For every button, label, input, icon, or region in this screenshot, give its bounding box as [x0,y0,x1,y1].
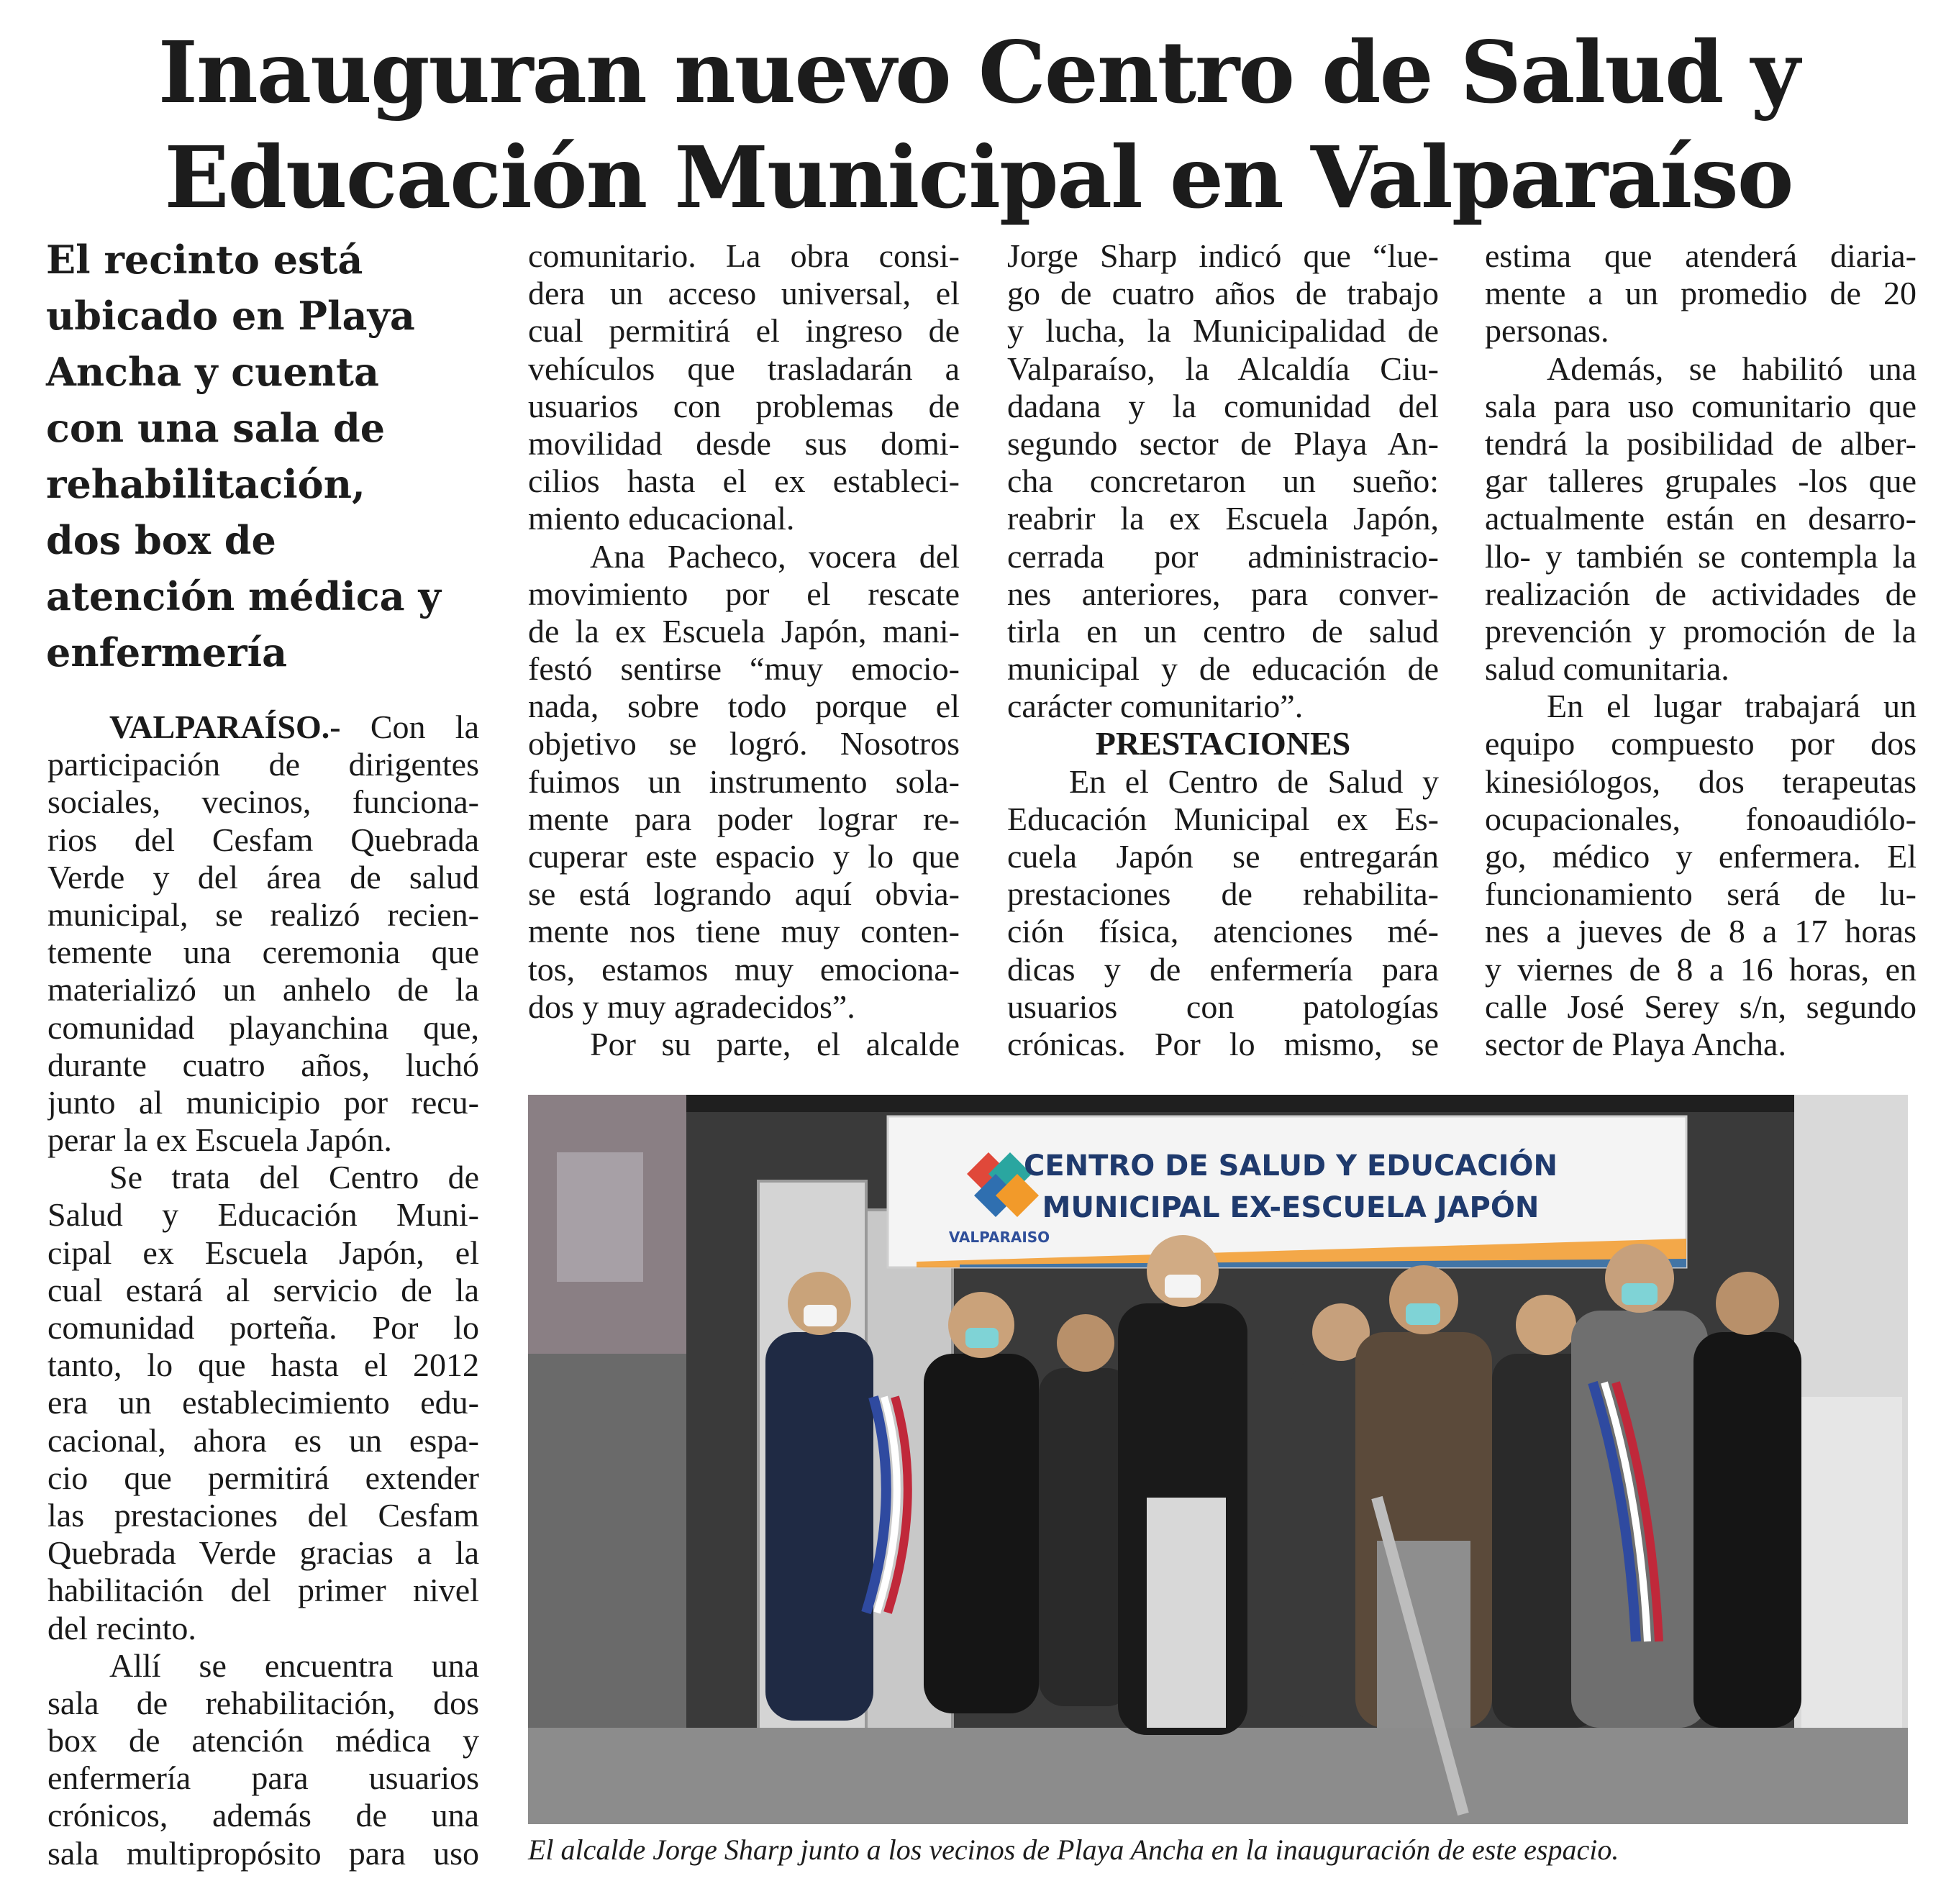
subheadline-line: con una sala de [46,405,386,451]
roof-beam [686,1095,1908,1112]
column-line: las prestaciones del Cesfam [47,1496,479,1534]
column-line: carácter comunitario”. [1007,688,1304,725]
column-line: prevención y promoción de la [1485,612,1917,650]
ground [528,1728,1908,1824]
column-line: fuimos un instrumento sola- [528,762,960,800]
sign-line-1: CENTRO DE SALUD Y EDUCACIÓN [1024,1149,1558,1183]
column-line: Además, se habilitó una [1547,350,1917,387]
headline-line-2: Educación Municipal en Valparaíso [164,127,1793,227]
column-line: materializó un anhelo de la [47,971,479,1008]
column-line: Verde y del área de salud [47,858,479,896]
column-line: municipal y de educación de [1007,650,1439,688]
column-line: cio que permitirá extender [47,1459,479,1496]
mural-figure [557,1152,643,1282]
column-line: junto al municipio por recu- [47,1083,479,1121]
column-line: cerrada por administracio- [1007,537,1439,575]
column-line: sala de rehabilitación, dos [47,1684,479,1721]
column-line: usuarios con patologías [1007,988,1439,1025]
article-column-2 [528,237,960,1063]
column-line: movilidad desde sus domi- [528,424,960,462]
column-line: box de atención médica y [47,1722,479,1759]
article-photo [528,1095,1908,1824]
column-line: Quebrada Verde gracias a la [47,1534,479,1572]
column-line: salud comunitaria. [1485,650,1729,688]
column-line: temente una ceremonia que [47,934,479,971]
column-line: ocupacionales, fonoaudiólo- [1485,800,1917,837]
column-line: mente nos tiene muy conten- [528,913,960,950]
headline [29,20,1928,230]
column-line: funcionamiento será de lu- [1485,875,1917,913]
column-line: dadana y la comunidad del [1007,387,1439,424]
column-line: go de cuatro años de trabajo [1007,275,1439,312]
column-line: dicas y de enfermería para [1007,950,1439,988]
column-line: prestaciones de rehabilita- [1007,875,1439,913]
column-line: Salud y Educación Muni- [47,1196,479,1234]
column-line: durante cuatro años, luchó [47,1046,479,1083]
subheadline-line: ubicado en Playa [46,293,415,339]
column-line: Allí se encuentra una [109,1646,479,1684]
column-line: dos y muy agradecidos”. [528,988,855,1025]
column-line: comunidad porteña. Por lo [47,1309,479,1346]
column-line: cual permitirá el ingreso de [528,312,960,350]
column-line: Por su parte, el alcalde [590,1025,960,1062]
column-line [47,709,479,746]
column-line: miento educacional. [528,500,795,537]
column-line: nes anteriores, para conver- [1007,575,1439,612]
column-line: go, médico y enfermera. El [1485,838,1917,875]
column-line: vehículos que trasladarán a [528,350,960,387]
column-line: mente para poder lograr re- [528,800,960,837]
column-line: tos, estamos muy emociona- [528,950,960,988]
column-line: tanto, lo que hasta el 2012 [47,1347,479,1384]
column-line: habilitación del primer nivel [47,1572,479,1609]
column-line: En el lugar trabajará un [1547,688,1917,725]
right-wall-panel [1801,1397,1902,1742]
column-line: equipo compuesto por dos [1485,725,1917,762]
column-line: perar la ex Escuela Japón. [47,1121,392,1159]
article-column-4 [1485,237,1917,1063]
column-line: y viernes de 8 a 16 horas, en [1485,950,1917,988]
column-line: objetivo se logró. Nosotros [528,725,960,762]
column-line: participación de dirigentes [47,746,479,783]
column-line: usuarios con problemas de [528,387,960,424]
column-line: movimiento por el rescate [528,575,960,612]
column-line: Educación Municipal ex Es- [1007,800,1439,837]
subheadline-line: dos box de [46,517,276,563]
column-line: nes a jueves de 8 a 17 horas [1485,913,1917,950]
photo-caption: El alcalde Jorge Sharp junto a los vecinos de Playa Ancha en la inauguración de este espacio. [528,1834,1619,1866]
column-line: nada, sobre todo porque el [528,688,960,725]
person [765,1272,873,1721]
column-line: actualmente están en desarro- [1485,500,1917,537]
column-line: de la ex Escuela Japón, mani- [528,612,960,650]
column-line: cipal ex Escuela Japón, el [47,1234,479,1271]
section-heading [1007,725,1439,762]
column-line: estima que atenderá diaria- [1485,237,1917,274]
column-line: Ana Pacheco, vocera del [590,537,960,575]
column-line: gar talleres grupales -los que [1485,463,1917,500]
column-line: cha concretaron un sueño: [1007,463,1439,500]
column-line: crónicas. Por lo mismo, se [1007,1025,1439,1062]
subheadline-line: atención médica y [46,573,441,619]
column-line: cuela Japón se entregarán [1007,838,1439,875]
logo-text: VALPARAISO [948,1229,1050,1246]
column-line: era un establecimiento edu- [47,1384,479,1421]
column-line: municipal, se realizó recien- [47,896,479,933]
column-line: comunidad playanchina que, [47,1008,479,1046]
column-line: cilios hasta el ex estableci- [528,463,960,500]
column-line: crónicos, además de una [47,1797,479,1834]
person [1693,1272,1801,1728]
column-line: comunitario. La obra consi- [528,237,960,274]
column-line: y lucha, la Municipalidad de [1007,312,1439,350]
column-line: tendrá la posibilidad de alber- [1485,424,1917,462]
column-line: personas. [1485,312,1609,350]
column-line: sociales, vecinos, funciona- [47,783,479,821]
subheadline-line: enfermería [46,629,288,675]
column-line: festó sentirse “muy emocio- [528,650,960,688]
column-line: Se trata del Centro de [109,1159,479,1196]
column-line: calle José Serey s/n, segundo [1485,988,1917,1025]
subheadline-line: El recinto está [46,237,363,283]
column-line: cacional, ahora es un espa- [47,1421,479,1459]
column-line: mente a un promedio de 20 [1485,275,1917,312]
column-line: tirla en un centro de salud [1007,612,1439,650]
dateline: VALPARAÍSO.- [109,709,341,745]
column-line: sala para uso comunitario que [1485,387,1917,424]
column-line: se está logrando aquí obvia- [528,875,960,913]
article-column-3 [1007,237,1439,1063]
article-column-1 [47,709,479,1872]
column-line: realización de actividades de [1485,575,1917,612]
column-line: sector de Playa Ancha. [1485,1025,1786,1062]
column-line: sala multipropósito para uso [47,1834,479,1872]
column-line: reabrir la ex Escuela Japón, [1007,500,1439,537]
column-line: Jorge Sharp indicó que “lue- [1007,237,1439,274]
column-line: cuperar este espacio y lo que [528,838,960,875]
column-line: En el Centro de Salud y [1069,762,1439,800]
column-line: dera un acceso universal, el [528,275,960,312]
column-line: cual estará al servicio de la [47,1271,479,1308]
column-line: kinesiólogos, dos terapeutas [1485,762,1917,800]
column-line: del recinto. [47,1609,196,1646]
column-line: llo- y también se contempla la [1485,537,1917,575]
subheadline-line: rehabilitación, [46,461,365,507]
sign-line-2: MUNICIPAL EX-ESCUELA JAPÓN [1042,1191,1540,1224]
column-line: enfermería para usuarios [47,1759,479,1797]
subheadline [46,232,478,680]
subheadline-line: Ancha y cuenta [46,349,379,395]
photo-scene [528,1095,1908,1824]
person [1118,1235,1247,1735]
column-line: rios del Cesfam Quebrada [47,821,479,858]
headline-line-1: Inauguran nuevo Centro de Salud y [158,22,1799,122]
column-line-text: Con la [370,709,479,745]
column-line: Valparaíso, la Alcaldía Ciu- [1007,350,1439,387]
column-line: ción física, atenciones mé- [1007,913,1439,950]
column-line: segundo sector de Playa An- [1007,424,1439,462]
section-heading-text: PRESTACIONES [1095,725,1351,762]
